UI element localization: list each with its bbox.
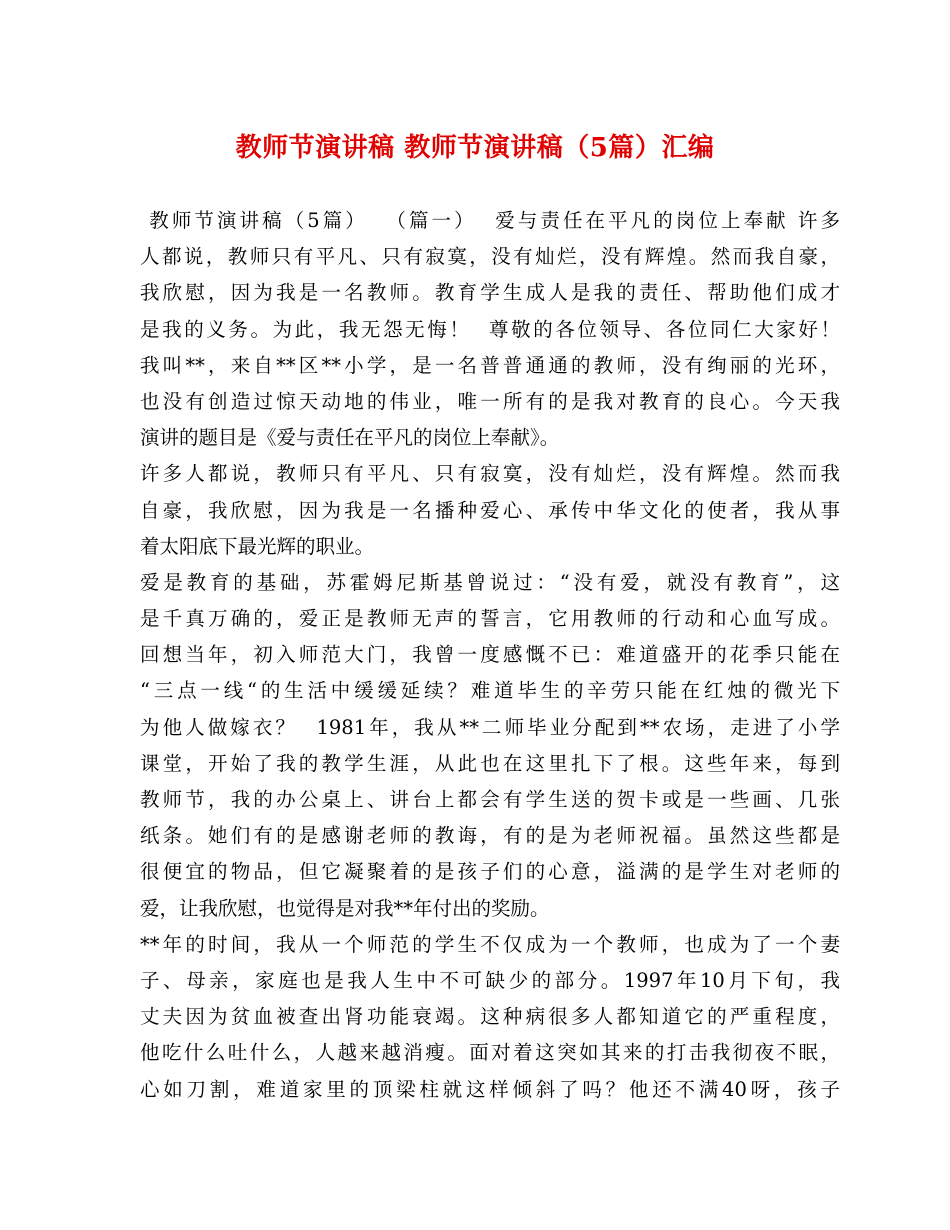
body-line: “三点一线“的生活中缓缓延续？难道毕生的辛劳只能在红烛的微光下: [140, 679, 840, 703]
body-line: 回想当年，初入师范大门，我曾一度感慨不已：难道盛开的花季只能在: [140, 643, 840, 667]
body-line: 课堂，开始了我的教学生涯，从此也在这里扎下了根。这些年来，每到: [140, 751, 840, 775]
body-line: 许多人都说，教师只有平凡、只有寂寞，没有灿烂，没有辉煌。然而我: [140, 462, 840, 486]
document-title: 教师节演讲稿 教师节演讲稿（5篇）汇编: [235, 133, 715, 163]
body-line: 心如刀割，难道家里的顶梁柱就这样倾斜了吗？他还不满40呀，孩子: [140, 1077, 840, 1101]
body-line: 爱，让我欣慰，也觉得是对我**年付出的奖励。: [140, 896, 550, 920]
body-line: 是我的义务。为此，我无怨无悔！ 尊敬的各位领导、各位同仁大家好！: [140, 317, 840, 341]
body-line: 他吃什么吐什么，人越来越消瘦。面对着这突如其来的打击我彻夜不眠，: [140, 1041, 840, 1065]
body-line: 着太阳底下最光辉的职业。: [140, 534, 375, 558]
body-line: 为他人做嫁衣？ 1981年，我从**二师毕业分配到**农场，走进了小学: [140, 715, 840, 739]
body-line: 教师节，我的办公桌上、讲台上都会有学生送的贺卡或是一些画、几张: [140, 788, 840, 811]
body-line: 也没有创造过惊天动地的伟业，唯一所有的是我对教育的良心。今天我: [140, 389, 840, 413]
body-line: 演讲的题目是《爱与责任在平凡的岗位上奉献》。: [140, 426, 560, 450]
body-line: 纸条。她们有的是感谢老师的教诲，有的是为老师祝福。虽然这些都是: [140, 824, 840, 848]
document-body: [140, 203, 840, 1108]
body-line: 教师节演讲稿（5篇） （篇一） 爱与责任在平凡的岗位上奉献 许多: [140, 209, 840, 232]
body-line: 我欣慰，因为我是一名教师。教育学生成人是我的责任、帮助他们成才: [140, 281, 840, 305]
body-line: 人都说，教师只有平凡、只有寂寞，没有灿烂，没有辉煌。然而我自豪，: [140, 245, 840, 269]
body-line: 是千真万确的，爱正是教师无声的誓言，它用教师的行动和心血写成。: [140, 607, 840, 631]
body-line: 爱是教育的基础，苏霍姆尼斯基曾说过：“没有爱，就没有教育”，这: [140, 570, 840, 594]
body-line: 很便宜的物品，但它凝聚着的是孩子们的心意，溢满的是学生对老师的: [140, 860, 840, 884]
body-line: 自豪，我欣慰，因为我是一名播种爱心、承传中华文化的使者，我从事: [140, 498, 840, 522]
body-line: 我叫**，来自**区**小学，是一名普普通通的教师，没有绚丽的光环，: [140, 353, 840, 377]
body-line: 丈夫因为贫血被查出肾功能衰竭。这种病很多人都知道它的严重程度，: [140, 1005, 840, 1029]
body-line: 子、母亲，家庭也是我人生中不可缺少的部分。1997年10月下旬，我: [140, 968, 840, 992]
body-line: **年的时间，我从一个师范的学生不仅成为一个教师，也成为了一个妻: [140, 932, 840, 956]
